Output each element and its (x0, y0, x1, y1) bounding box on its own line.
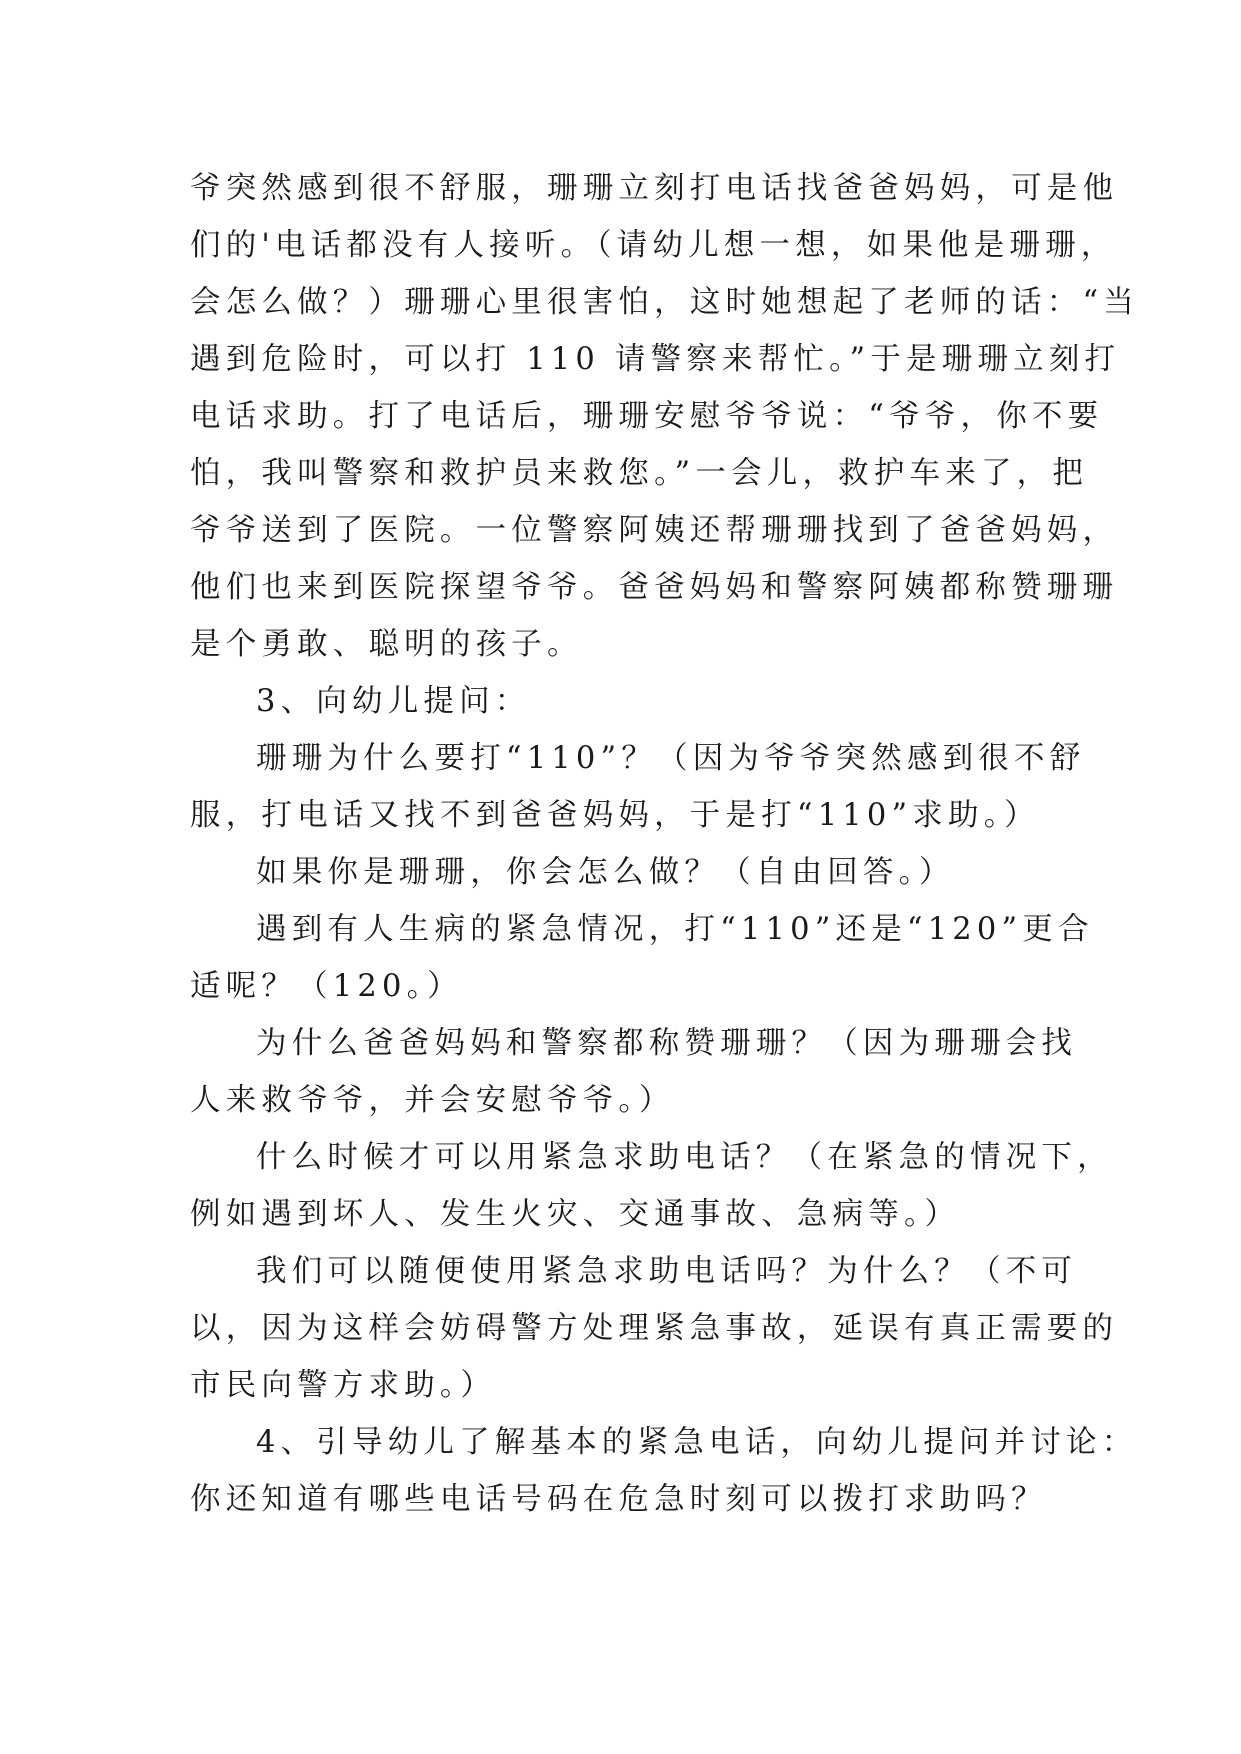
answer-line: 例如遇到坏人、发生火灾、交通事故、急病等。） (190, 1197, 961, 1232)
story-line: 怕，我叫警察和救护员来救您。”一会儿，救护车来了，把 (190, 456, 1089, 491)
question-line: 遇到有人生病的紧急情况，打“110”还是“120”更合 (256, 912, 1094, 947)
section-heading-step-3: 3、向幼儿提问： (256, 684, 531, 719)
question-line: 什么时候才可以用紧急求助电话？（在紧急的情况下， (256, 1140, 1113, 1175)
answer-line: 人来救爷爷，并会安慰爷爷。） (190, 1083, 675, 1118)
question-line: 如果你是珊珊，你会怎么做？（自由回答。） (256, 855, 955, 890)
story-line: 遇到危险时，可以打 110 请警察来帮忙。”于是珊珊立刻打 (190, 342, 1121, 377)
story-line: 爷突然感到很不舒服，珊珊立刻打电话找爸爸妈妈，可是他 (190, 171, 1119, 206)
question-line: 你还知道有哪些电话号码在危急时刻可以拨打求助吗？ (190, 1482, 1047, 1517)
story-line: 会怎么做？）珊珊心里很害怕，这时她想起了老师的话：“当 (190, 285, 1139, 320)
section-heading-step-4: 4、引导幼儿了解基本的紧急电话，向幼儿提问并讨论： (256, 1425, 1138, 1460)
answer-line: 适呢？（120。） (190, 969, 463, 1004)
question-line: 为什么爸爸妈妈和警察都称赞珊珊？（因为珊珊会找 (256, 1026, 1078, 1061)
story-line: 们的'电话都没有人接听。（请幼儿想一想，如果他是珊珊， (190, 228, 1117, 263)
answer-line: 以，因为这样会妨碍警方处理紧急事故，延误有真正需要的 (190, 1311, 1119, 1346)
document-body (190, 160, 1139, 1528)
story-line: 是个勇敢、聪明的孩子。 (190, 627, 583, 662)
story-line: 爷爷送到了医院。一位警察阿姨还帮珊珊找到了爸爸妈妈， (190, 513, 1119, 548)
question-line: 珊珊为什么要打“110”？（因为爷爷突然感到很不舒 (256, 741, 1086, 776)
answer-line: 市民向警方求助。） (190, 1368, 497, 1403)
question-line: 我们可以随便使用紧急求助电话吗？为什么？（不可 (256, 1254, 1078, 1289)
answer-line: 服，打电话又找不到爸爸妈妈，于是打“110”求助。） (190, 798, 1040, 833)
story-line: 电话求助。打了电话后，珊珊安慰爷爷说：“爷爷，你不要 (190, 399, 1104, 434)
story-line: 他们也来到医院探望爷爷。爸爸妈妈和警察阿姨都称赞珊珊 (190, 570, 1119, 605)
